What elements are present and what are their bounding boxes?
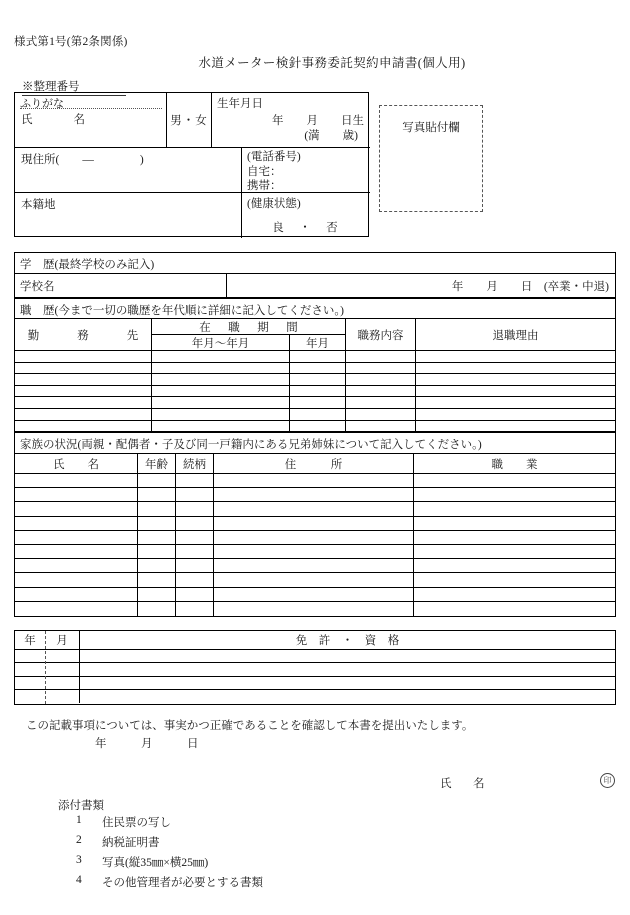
table-row-cell[interactable] bbox=[413, 474, 615, 488]
table-row-cell[interactable] bbox=[79, 690, 615, 703]
table-row-cell[interactable] bbox=[415, 409, 615, 421]
table-row-cell[interactable] bbox=[15, 409, 151, 421]
col-header-family-name bbox=[15, 454, 137, 474]
table-row-cell[interactable] bbox=[175, 602, 213, 616]
table-row-cell[interactable] bbox=[15, 545, 137, 559]
table-row-cell[interactable] bbox=[15, 421, 151, 433]
table-row-cell[interactable] bbox=[137, 545, 175, 559]
birthdate-age-field: (満 歳) bbox=[304, 130, 358, 142]
table-row-cell[interactable] bbox=[415, 351, 615, 363]
col-header-duties bbox=[345, 319, 415, 351]
address-label: 現住所( ― ) bbox=[21, 154, 144, 166]
attachment-number: 3 bbox=[76, 854, 82, 866]
attachment-text: その他管理者が必要とする書類 bbox=[102, 877, 263, 889]
table-row-cell[interactable] bbox=[415, 397, 615, 409]
health-label: (健康状態) bbox=[247, 198, 301, 210]
declaration-date-fields[interactable]: 年 月 日 bbox=[95, 738, 199, 750]
table-row-cell[interactable] bbox=[15, 351, 151, 363]
col-header-period-range bbox=[151, 335, 289, 351]
col-header-license-month bbox=[45, 631, 79, 650]
birthdate-label: 生年月日 bbox=[217, 98, 263, 110]
attachment-item bbox=[76, 854, 263, 874]
table-row-cell[interactable] bbox=[413, 545, 615, 559]
photo-box-label: 写真貼付欄 bbox=[402, 122, 460, 134]
table-row-cell[interactable] bbox=[175, 488, 213, 502]
col-header-license-month-label: 月 bbox=[56, 635, 68, 647]
table-row-cell[interactable] bbox=[413, 488, 615, 502]
table-row-cell[interactable] bbox=[15, 374, 151, 386]
table-row-cell[interactable] bbox=[289, 374, 345, 386]
attachment-item bbox=[76, 834, 263, 854]
table-row-cell[interactable] bbox=[345, 409, 415, 421]
health-options: 良 ・ 否 bbox=[272, 222, 340, 234]
col-header-license-year bbox=[15, 631, 45, 650]
family-section-title: 家族の状況(両親・配偶者・子及び同一戸籍内にある兄弟姉妹について記入してください。) bbox=[20, 439, 482, 451]
table-row-cell[interactable] bbox=[15, 559, 137, 573]
work-history-section-header bbox=[15, 299, 615, 319]
col-header-period-range-label: 年月～年月 bbox=[191, 337, 250, 350]
table-row-cell[interactable] bbox=[137, 502, 175, 516]
license-table bbox=[14, 630, 616, 705]
table-row-cell[interactable] bbox=[15, 602, 137, 616]
table-row-cell[interactable] bbox=[213, 559, 413, 573]
table-row-cell[interactable] bbox=[15, 386, 151, 398]
table-row-cell[interactable] bbox=[15, 650, 79, 663]
attachment-item bbox=[76, 814, 263, 834]
col-header-family-address-label: 住 所 bbox=[284, 458, 343, 471]
birthdate-cell[interactable] bbox=[211, 93, 370, 148]
col-header-family-occupation-label: 職 業 bbox=[491, 458, 538, 471]
attachment-number: 2 bbox=[76, 834, 82, 846]
table-row-cell[interactable] bbox=[151, 409, 289, 421]
education-section-title: 学 歴(最終学校のみ記入) bbox=[20, 259, 155, 271]
phone-labels bbox=[247, 150, 301, 193]
table-row-cell[interactable] bbox=[151, 386, 289, 398]
license-year-month-divider bbox=[45, 631, 46, 704]
col-header-license-title-label: 免 許 ・ 資 格 bbox=[295, 635, 400, 647]
table-row-cell[interactable] bbox=[213, 488, 413, 502]
table-row-cell[interactable] bbox=[345, 421, 415, 433]
family-section-header bbox=[15, 433, 615, 454]
attachment-item bbox=[76, 874, 263, 894]
table-row-cell[interactable] bbox=[15, 663, 79, 676]
attachment-text: 住民票の写し bbox=[102, 817, 171, 829]
col-header-family-age-label: 年齢 bbox=[145, 458, 168, 471]
col-header-period-label: 在 職 期 間 bbox=[199, 321, 301, 334]
graduation-fields: 年 月 日 (卒業・中退) bbox=[451, 281, 609, 293]
table-row-cell[interactable] bbox=[213, 517, 413, 531]
education-table bbox=[14, 252, 616, 298]
furigana-label: ふりがな bbox=[20, 98, 64, 110]
domicile-label: 本籍地 bbox=[21, 199, 56, 211]
table-row-cell[interactable] bbox=[137, 559, 175, 573]
signature-label[interactable]: 氏 名 bbox=[440, 778, 490, 790]
phone-mobile-label: 携帯： bbox=[247, 180, 282, 192]
table-row-cell[interactable] bbox=[175, 502, 213, 516]
col-header-family-address bbox=[213, 454, 413, 474]
page-title: 水道メーター検針事務委託契約申請書(個人用) bbox=[198, 56, 466, 70]
table-row-cell[interactable] bbox=[413, 573, 615, 587]
school-name-cell[interactable] bbox=[15, 274, 226, 297]
table-row-cell[interactable] bbox=[137, 531, 175, 545]
education-section-header bbox=[15, 253, 615, 274]
work-history-table bbox=[14, 298, 616, 432]
table-row-cell[interactable] bbox=[175, 573, 213, 587]
address-cell[interactable] bbox=[15, 148, 241, 193]
col-header-family-relation-label: 続柄 bbox=[183, 458, 206, 471]
table-row-cell[interactable] bbox=[15, 690, 79, 703]
table-row-cell[interactable] bbox=[289, 421, 345, 433]
table-row-cell[interactable] bbox=[175, 517, 213, 531]
table-row-cell[interactable] bbox=[175, 545, 213, 559]
table-row-cell[interactable] bbox=[15, 363, 151, 375]
table-row-cell[interactable] bbox=[289, 409, 345, 421]
table-row-cell[interactable] bbox=[15, 474, 137, 488]
col-header-period bbox=[151, 319, 345, 335]
col-header-duties-label: 職務内容 bbox=[357, 329, 404, 342]
attachment-text: 写真(縦35㎜×横25㎜) bbox=[102, 857, 209, 869]
table-row-cell[interactable] bbox=[15, 502, 137, 516]
table-row-cell[interactable] bbox=[289, 363, 345, 375]
table-row-cell[interactable] bbox=[213, 531, 413, 545]
graduation-cell[interactable] bbox=[226, 274, 615, 297]
table-row-cell[interactable] bbox=[289, 397, 345, 409]
col-header-family-age bbox=[137, 454, 175, 474]
col-header-employer-label: 勤 務 先 bbox=[27, 329, 144, 342]
table-row-cell[interactable] bbox=[137, 602, 175, 616]
col-header-period-months-label: 年月 bbox=[306, 337, 329, 350]
table-row-cell[interactable] bbox=[175, 588, 213, 602]
table-row-cell[interactable] bbox=[289, 386, 345, 398]
col-header-employer bbox=[15, 319, 151, 351]
attachment-text: 納税証明書 bbox=[102, 837, 160, 849]
table-row-cell[interactable] bbox=[345, 363, 415, 375]
name-cell[interactable] bbox=[15, 93, 166, 148]
table-row-cell[interactable] bbox=[345, 351, 415, 363]
photo-paste-box[interactable] bbox=[379, 105, 483, 212]
col-header-family-relation bbox=[175, 454, 213, 474]
table-row-cell[interactable] bbox=[15, 517, 137, 531]
table-row-cell[interactable] bbox=[151, 374, 289, 386]
table-row-cell[interactable] bbox=[413, 502, 615, 516]
table-row-cell[interactable] bbox=[137, 488, 175, 502]
health-cell[interactable] bbox=[241, 193, 370, 238]
col-header-reason-label: 退職理由 bbox=[492, 329, 539, 342]
furigana-dotted-line bbox=[20, 108, 162, 109]
table-row-cell[interactable] bbox=[213, 502, 413, 516]
table-row-cell[interactable] bbox=[15, 488, 137, 502]
table-row-cell[interactable] bbox=[413, 588, 615, 602]
domicile-cell[interactable] bbox=[15, 193, 241, 238]
phone-cell[interactable] bbox=[241, 148, 370, 193]
table-row-cell[interactable] bbox=[15, 573, 137, 587]
table-row-cell[interactable] bbox=[345, 386, 415, 398]
reference-number-field[interactable]: ※整理番号 bbox=[22, 78, 126, 96]
table-row-cell[interactable] bbox=[15, 677, 79, 690]
form-number: 様式第1号(第2条関係) bbox=[14, 36, 128, 48]
seal-icon: 印 bbox=[600, 773, 615, 788]
family-table bbox=[14, 432, 616, 617]
col-header-family-occupation bbox=[413, 454, 615, 474]
attachments-list bbox=[76, 814, 263, 894]
table-row-cell[interactable] bbox=[213, 545, 413, 559]
work-history-section-title: 職 歴(今まで一切の職歴を年代順に詳細に記入してください。) bbox=[20, 305, 344, 317]
table-row-cell[interactable] bbox=[79, 650, 615, 663]
table-row-cell[interactable] bbox=[413, 602, 615, 616]
table-row-cell[interactable] bbox=[137, 474, 175, 488]
birthdate-fields: 年 月 日生 bbox=[272, 115, 364, 127]
table-row-cell[interactable] bbox=[137, 573, 175, 587]
table-row-cell[interactable] bbox=[137, 517, 175, 531]
declaration-text: この記載事項については、事実かつ正確であることを確認して本書を提出いたします。 bbox=[26, 720, 474, 732]
name-label: 氏 名 bbox=[21, 114, 91, 126]
col-header-family-name-label: 氏 名 bbox=[53, 458, 99, 471]
table-row-cell[interactable] bbox=[213, 602, 413, 616]
table-row-cell[interactable] bbox=[151, 397, 289, 409]
table-row-cell[interactable] bbox=[15, 531, 137, 545]
attachment-number: 1 bbox=[76, 814, 82, 826]
school-name-label: 学校名 bbox=[20, 281, 55, 293]
table-row-cell[interactable] bbox=[413, 531, 615, 545]
table-row-cell[interactable] bbox=[15, 397, 151, 409]
table-row-cell[interactable] bbox=[151, 363, 289, 375]
gender-label: 男・女 bbox=[170, 115, 208, 127]
phone-section-label: (電話番号) bbox=[247, 151, 301, 163]
table-row-cell[interactable] bbox=[137, 588, 175, 602]
col-header-period-months bbox=[289, 335, 345, 351]
table-row-cell[interactable] bbox=[151, 421, 289, 433]
table-row-cell[interactable] bbox=[415, 421, 615, 433]
table-row-cell[interactable] bbox=[289, 351, 345, 363]
table-row-cell[interactable] bbox=[79, 677, 615, 690]
table-row-cell[interactable] bbox=[415, 363, 615, 375]
col-header-license-title bbox=[79, 631, 615, 650]
table-row-cell[interactable] bbox=[413, 559, 615, 573]
table-row-cell[interactable] bbox=[213, 588, 413, 602]
table-row-cell[interactable] bbox=[415, 386, 615, 398]
table-row-cell[interactable] bbox=[213, 474, 413, 488]
table-row-cell[interactable] bbox=[151, 351, 289, 363]
table-row-cell[interactable] bbox=[415, 374, 615, 386]
table-row-cell[interactable] bbox=[345, 397, 415, 409]
table-row-cell[interactable] bbox=[345, 374, 415, 386]
table-row-cell[interactable] bbox=[175, 559, 213, 573]
table-row-cell[interactable] bbox=[15, 588, 137, 602]
table-row-cell[interactable] bbox=[213, 573, 413, 587]
attachment-number: 4 bbox=[76, 874, 82, 886]
table-row-cell[interactable] bbox=[79, 663, 615, 676]
phone-home-label: 自宅： bbox=[247, 165, 282, 178]
attachments-title: 添付書類 bbox=[58, 800, 104, 812]
personal-info-table bbox=[14, 92, 369, 237]
table-row-cell[interactable] bbox=[175, 474, 213, 488]
gender-cell[interactable] bbox=[166, 93, 211, 148]
col-header-license-year-label: 年 bbox=[24, 635, 36, 647]
table-row-cell[interactable] bbox=[175, 531, 213, 545]
table-row-cell[interactable] bbox=[413, 517, 615, 531]
col-header-reason bbox=[415, 319, 615, 351]
